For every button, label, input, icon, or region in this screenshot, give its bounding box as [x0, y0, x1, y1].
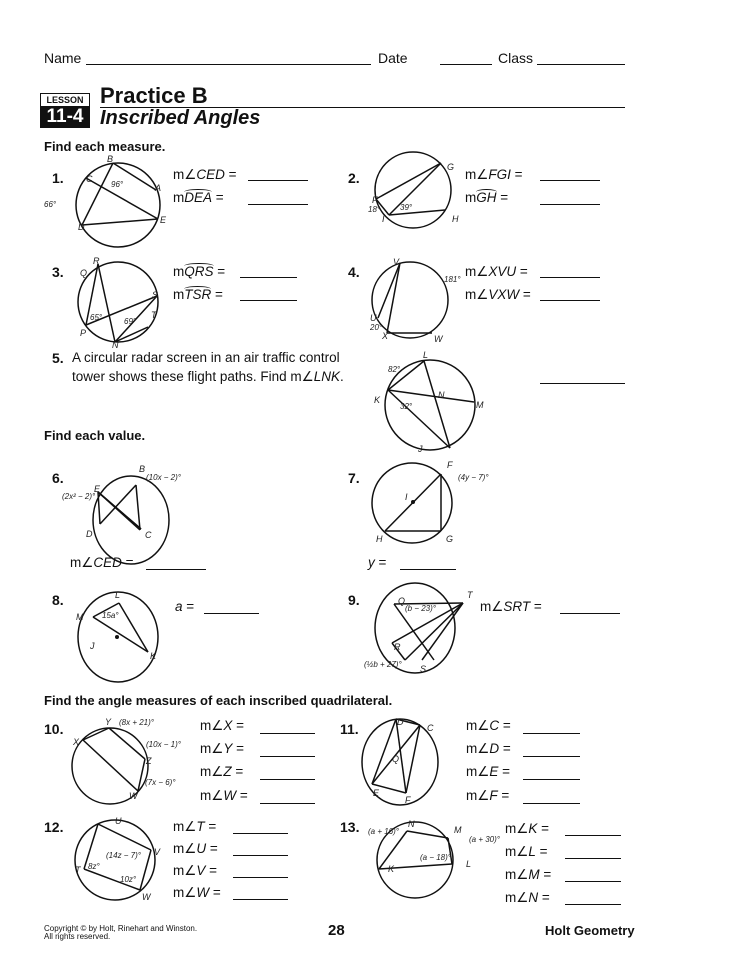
question-label: m∠XVU = — [465, 264, 528, 279]
svg-text:(½b + 27)°: (½b + 27)° — [364, 660, 402, 669]
svg-text:F: F — [372, 195, 378, 205]
question-label: m∠VXW = — [465, 287, 531, 302]
svg-text:96°: 96° — [111, 180, 124, 189]
svg-text:T: T — [467, 590, 473, 600]
problem-number: 6. — [52, 470, 64, 486]
question-label: mQRS = — [173, 264, 226, 279]
problem-text: tower shows these flight paths. Find m∠LNK. — [72, 369, 344, 384]
svg-text:L: L — [423, 350, 429, 360]
svg-text:E: E — [94, 484, 101, 494]
svg-text:I: I — [382, 214, 385, 224]
problem-number: 11. — [340, 721, 359, 737]
svg-text:N: N — [112, 340, 119, 350]
svg-text:R: R — [93, 256, 100, 266]
date-label: Date — [378, 50, 408, 66]
svg-text:66°: 66° — [44, 200, 57, 209]
svg-text:Y: Y — [105, 717, 112, 727]
svg-text:V: V — [154, 847, 161, 857]
svg-text:69°: 69° — [124, 317, 137, 326]
svg-text:G: G — [446, 534, 454, 544]
problem-number: 4. — [348, 264, 360, 280]
svg-text:181°: 181° — [444, 275, 461, 284]
problem-number: 9. — [348, 592, 360, 608]
svg-text:(4y − 7)°: (4y − 7)° — [458, 473, 489, 482]
diagram-4 — [369, 257, 461, 344]
svg-text:T: T — [151, 310, 157, 320]
svg-text:Q: Q — [398, 596, 406, 606]
page-title: Practice B — [100, 83, 208, 108]
svg-text:R: R — [394, 642, 401, 652]
question-label: mTSR = — [173, 287, 223, 302]
svg-text:N: N — [408, 819, 415, 829]
svg-text:39°: 39° — [400, 203, 413, 212]
diagram-3 — [78, 256, 158, 350]
problem-number: 2. — [348, 170, 360, 186]
svg-text:B: B — [107, 154, 114, 164]
svg-text:K: K — [374, 395, 381, 405]
svg-text:10z°: 10z° — [120, 875, 137, 884]
diagram-13 — [368, 819, 501, 898]
svg-text:D: D — [397, 717, 404, 727]
section-heading: Find each value. — [44, 428, 146, 443]
svg-text:(7x − 6)°: (7x − 6)° — [145, 778, 176, 787]
svg-text:L: L — [466, 859, 472, 869]
svg-text:M: M — [76, 612, 84, 622]
svg-text:W: W — [142, 892, 151, 902]
svg-text:18°: 18° — [368, 205, 381, 214]
svg-text:S: S — [420, 664, 427, 674]
svg-text:82°: 82° — [388, 365, 401, 374]
svg-text:65°: 65° — [90, 313, 103, 322]
problem-number: 10. — [44, 721, 64, 737]
problem-number: 7. — [348, 470, 360, 486]
svg-text:Q: Q — [392, 754, 400, 764]
svg-text:A: A — [155, 183, 162, 193]
copyright: Copyright © by Holt, Rinehart and Winston. — [44, 924, 198, 933]
svg-text:C: C — [145, 530, 152, 540]
page-subtitle: Inscribed Angles — [100, 107, 261, 129]
svg-text:M: M — [476, 400, 484, 410]
problem-number: 5. — [52, 350, 64, 366]
diagram-6 — [62, 464, 182, 564]
svg-text:L: L — [115, 590, 121, 600]
svg-text:W: W — [129, 791, 138, 801]
worksheet-page: Name Date Class LESSON 11-4 Practice B Inscribed Angles Find each measure. Find each value. Find the angle measures of each inscribed quadrilateral. 1. 2. 3. 4. 5. 6. 7. 8. 9. 10. 11. 12. 13. m∠CED = mDEA = m∠FGI = mGH = mQRS = mTSR = m∠XVU = m∠VXW = A circular radar screen in an air traffic control tower shows these flight paths. Find m∠LNK. m∠CED = y = a = m∠SRT = m∠X = m∠Y = m∠Z = m∠W = m∠C = m∠D = m∠E = m∠F = m∠T = m∠U = m∠V = m∠W = m∠K = m∠L = m∠M = m∠N = B C A 96° 66° D E G F 18° I 39° H Q R S 65° 69° T P N V 181° U 20° X W L 82° K N 32° M J B (10x − 2)° E (2x² − 2)° D C F (4y − 7)° I H G L M 15a° J K Q T (b − 23)° R (½b + 27)° S Y (8x + 21)° X (10x − 1)° Z (7x − 6)° W D C Q E F U V (14z − 7)° T 8z° 10z° W N M (a + 16)° (a + 30)° (a − 18)° L K Copyright © by Holt, Rinehart and Winston. All rights reserved. 28 Holt Geometry — [0, 0, 736, 970]
svg-text:M: M — [454, 825, 462, 835]
question-label: m∠CED = — [70, 555, 134, 570]
diagram-7 — [372, 460, 489, 544]
question-label: m∠FGI = — [465, 167, 523, 182]
copyright: All rights reserved. — [44, 932, 111, 941]
question-label: m∠SRT = — [480, 599, 542, 614]
class-label: Class — [498, 50, 534, 66]
diagram-1 — [44, 154, 167, 247]
svg-text:(2x² − 2)°: (2x² − 2)° — [62, 492, 96, 501]
svg-text:C: C — [86, 174, 93, 184]
problem-number: 13. — [340, 819, 360, 835]
svg-text:W: W — [434, 334, 443, 344]
svg-text:32°: 32° — [400, 402, 413, 411]
diagram-5 — [374, 350, 484, 454]
svg-text:(14z − 7)°: (14z − 7)° — [106, 851, 141, 860]
svg-text:G: G — [447, 162, 455, 172]
svg-text:Q: Q — [80, 268, 88, 278]
svg-text:N: N — [438, 390, 445, 400]
name-label: Name — [44, 50, 82, 66]
question-label: mDEA = — [173, 190, 224, 205]
svg-text:K: K — [150, 651, 157, 661]
svg-text:(a + 16)°: (a + 16)° — [368, 827, 399, 836]
svg-text:Z: Z — [146, 756, 152, 766]
problem-number: 1. — [52, 170, 64, 186]
diagram-2 — [368, 152, 459, 228]
svg-text:H: H — [376, 534, 383, 544]
svg-text:F: F — [405, 795, 411, 805]
svg-text:20°: 20° — [370, 323, 383, 332]
svg-text:(a + 30)°: (a + 30)° — [469, 835, 500, 844]
diagram-10 — [72, 717, 182, 804]
svg-text:P: P — [80, 328, 87, 338]
svg-text:U: U — [115, 816, 122, 826]
problem-number: 3. — [52, 264, 64, 280]
problem-number: 12. — [44, 819, 64, 835]
svg-text:C: C — [427, 723, 434, 733]
lesson-number: 11-4 — [40, 106, 90, 128]
diagram-11 — [362, 717, 438, 805]
svg-text:S: S — [152, 290, 159, 300]
svg-text:H: H — [452, 214, 459, 224]
svg-text:(10x − 1)°: (10x − 1)° — [146, 740, 181, 749]
svg-text:E: E — [373, 788, 380, 798]
svg-text:(b − 23)°: (b − 23)° — [405, 604, 436, 613]
svg-text:J: J — [418, 444, 423, 454]
question-label: mGH = — [465, 190, 509, 205]
question-label: y = — [368, 555, 387, 570]
svg-text:F: F — [447, 460, 453, 470]
problem-number: 8. — [52, 592, 64, 608]
diagram-8 — [76, 590, 158, 682]
question-label: m∠CED = — [173, 167, 237, 182]
problem-text: A circular radar screen in an air traffic control — [72, 350, 340, 365]
diagram-12 — [75, 816, 161, 902]
svg-text:B: B — [139, 464, 146, 474]
svg-text:U: U — [370, 313, 377, 323]
svg-text:(8x + 21)°: (8x + 21)° — [119, 718, 154, 727]
svg-text:D: D — [78, 222, 85, 232]
diagram-9 — [364, 583, 474, 674]
svg-text:X: X — [73, 737, 80, 747]
svg-text:8z°: 8z° — [88, 862, 100, 871]
svg-text:(a − 18)°: (a − 18)° — [420, 853, 451, 862]
svg-text:T: T — [75, 865, 81, 875]
section-heading: Find each measure. — [44, 139, 166, 154]
svg-text:X: X — [382, 331, 389, 341]
section-heading: Find the angle measures of each inscribed quadrilateral. — [44, 693, 393, 708]
svg-text:I: I — [405, 492, 408, 502]
lesson-tag: LESSON — [40, 93, 90, 106]
question-label: a = — [175, 599, 195, 614]
svg-text:15a°: 15a° — [102, 611, 119, 620]
svg-text:E: E — [160, 215, 167, 225]
svg-text:(10x − 2)°: (10x − 2)° — [146, 473, 181, 482]
svg-text:J: J — [90, 641, 95, 651]
page-number: 28 — [328, 922, 345, 939]
svg-text:V: V — [393, 257, 400, 267]
svg-text:D: D — [86, 529, 93, 539]
svg-text:K: K — [388, 864, 395, 874]
book-title: Holt Geometry — [545, 923, 635, 938]
